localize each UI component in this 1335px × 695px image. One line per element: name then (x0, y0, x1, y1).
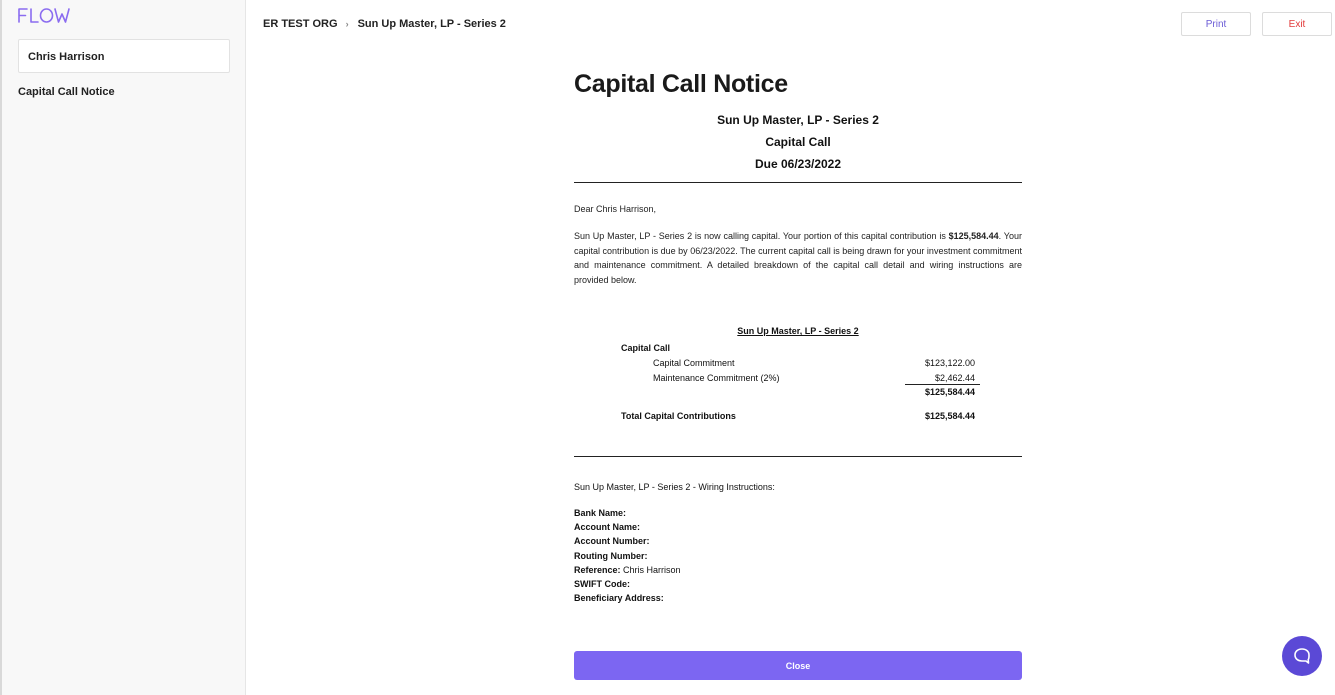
subtotal-rule (905, 384, 980, 385)
breadcrumb (263, 18, 506, 30)
wiring-field (574, 593, 664, 603)
total-label: Total Capital Contributions (621, 411, 736, 421)
wiring-heading: Sun Up Master, LP - Series 2 - Wiring Instructions: (574, 482, 775, 492)
wiring-field-label: Account Name: (574, 522, 641, 532)
greeting: Dear Chris Harrison, (574, 204, 657, 214)
breakdown-row-label: Capital Commitment (653, 358, 735, 368)
breadcrumb-fund: Sun Up Master, LP - Series 2 (357, 18, 506, 30)
divider (574, 456, 1022, 457)
body-text-post: . Your capital contribution is due by 06/23/2022. The current capital call is being drawn for your investment commitment and maintenance commitment. A detailed breakdown of the capital call detail and wiring instructions are provided below. (574, 231, 1022, 286)
window-edge (0, 0, 2, 695)
exit-button[interactable]: Exit (1262, 12, 1332, 36)
body-text-pre: Sun Up Master, LP - Series 2 is now calling capital. Your portion of this capital contribution is (574, 231, 949, 241)
wiring-field-label: Reference: (574, 565, 621, 575)
wiring-field-label: SWIFT Code: (574, 579, 630, 589)
wiring-field-label: Routing Number: (574, 551, 648, 561)
sidebar (0, 0, 246, 695)
sidebar-item-capital-call-notice[interactable]: Capital Call Notice (18, 86, 115, 98)
breakdown-row-amount: $2,462.44 (934, 373, 975, 383)
breakdown-row-amount: $123,122.00 (924, 358, 975, 368)
fund-name-heading: Sun Up Master, LP - Series 2 (717, 113, 879, 127)
wiring-field (574, 522, 640, 532)
chat-bubble-icon (1293, 647, 1311, 665)
capital-call-heading: Capital Call (765, 135, 831, 149)
close-button[interactable]: Close (574, 651, 1022, 680)
breakdown-section-label: Capital Call (621, 343, 671, 353)
flow-logo[interactable] (17, 6, 75, 26)
user-name-box[interactable]: Chris Harrison (18, 39, 230, 73)
wiring-field (574, 579, 630, 589)
chat-launcher-button[interactable] (1282, 636, 1322, 676)
wiring-field (574, 551, 648, 561)
breakdown-title: Sun Up Master, LP - Series 2 (737, 326, 859, 336)
wiring-field (574, 508, 626, 518)
notice-body (574, 229, 1022, 288)
print-button[interactable]: Print (1181, 12, 1251, 36)
wiring-field-value: Chris Harrison (623, 565, 681, 575)
wiring-field-label: Account Number: (574, 536, 650, 546)
wiring-field (574, 565, 681, 575)
chevron-right-icon: › (345, 19, 349, 29)
wiring-field-label: Beneficiary Address: (574, 593, 664, 603)
total-amount: $125,584.44 (924, 411, 975, 421)
subtotal-amount: $125,584.44 (924, 387, 975, 397)
wiring-field-label: Bank Name: (574, 508, 627, 518)
wiring-field (574, 536, 650, 546)
page-title: Capital Call Notice (574, 70, 788, 98)
breakdown-row-label: Maintenance Commitment (2%) (653, 373, 780, 383)
due-date-heading: Due 06/23/2022 (754, 157, 842, 171)
breadcrumb-org[interactable]: ER TEST ORG (263, 18, 338, 30)
body-amount: $125,584.44 (948, 231, 999, 241)
divider (574, 182, 1022, 183)
